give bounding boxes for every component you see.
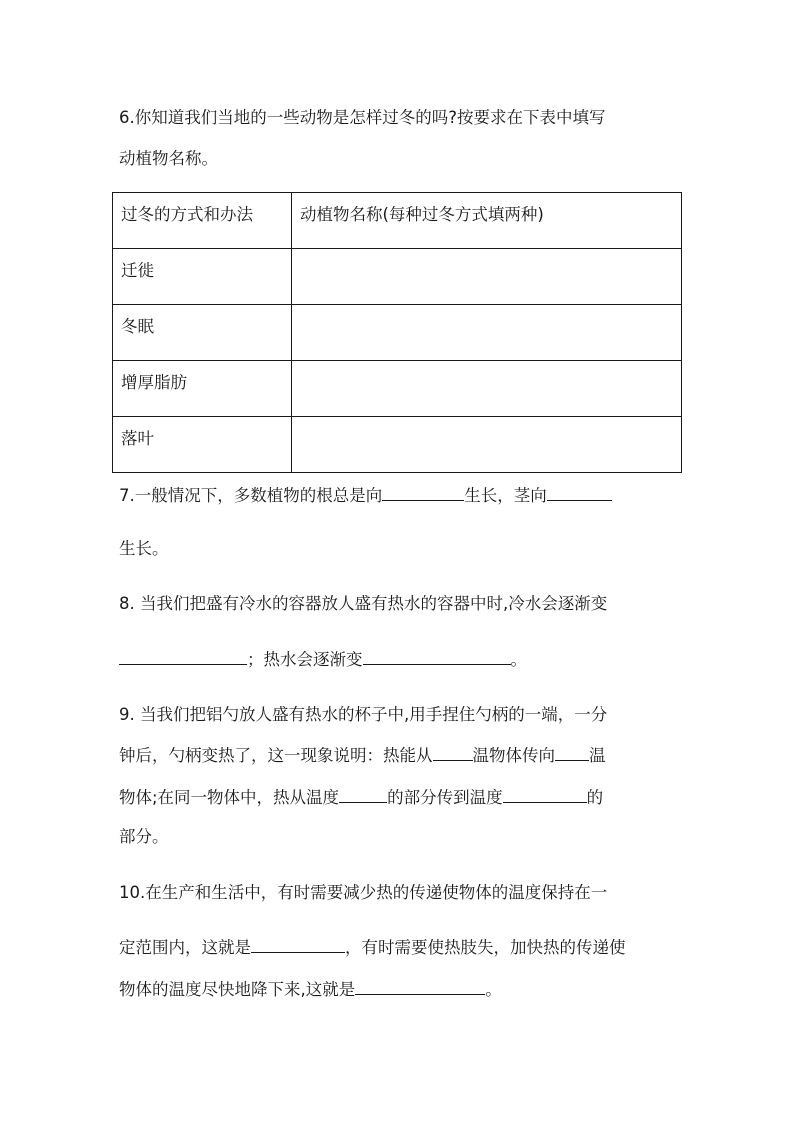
q7-line1: 7.一般情况下，多数植物的根总是向 生长，茎向 [119, 483, 612, 508]
row-answer-cell[interactable] [292, 249, 682, 305]
row-method-cell: 冬眠 [113, 305, 292, 361]
q9-line4: 部分。 [119, 827, 169, 846]
q6-prompt-line2: 动植物名称。 [119, 149, 218, 168]
header-method: 过冬的方式和办法 [113, 193, 292, 249]
q9-line3: 物体;在同一物体中，热从温度 的部分传到温度 的 [119, 785, 603, 810]
answer-blank[interactable] [251, 935, 345, 953]
row-answer-cell[interactable] [292, 305, 682, 361]
answer-blank[interactable] [503, 785, 587, 803]
q8-line2: ；热水会逐渐变 。 [119, 647, 527, 672]
answer-blank[interactable] [382, 483, 464, 501]
answer-blank[interactable] [433, 743, 473, 761]
q10-line2: 定范围内，这就是 ，有时需要使热肢失，加快热的传递使 [119, 935, 626, 960]
q9-line1: 9. 当我们把铝勺放人盛有热水的杯子中,用手捏住勺柄的一端，一分 [119, 705, 608, 724]
table-row [113, 361, 682, 417]
row-answer-cell[interactable] [292, 361, 682, 417]
table-row [113, 417, 682, 473]
answer-blank[interactable] [363, 647, 511, 665]
answer-blank[interactable] [555, 743, 589, 761]
answer-blank[interactable] [339, 785, 387, 803]
table-row [113, 249, 682, 305]
q10-line3: 物体的温度尽快地降下来,这就是 。 [119, 977, 502, 1002]
q6-prompt-line1: 6.你知道我们当地的一些动物是怎样过冬的吗?按要求在下表中填写 [119, 108, 606, 127]
answer-blank[interactable] [355, 977, 485, 995]
q7-line2: 生长。 [119, 539, 169, 558]
q10-line1: 10.在生产和生活中，有时需要减少热的传递使物体的温度保持在一 [119, 883, 608, 902]
q9-line2: 钟后，勺柄变热了，这一现象说明：热能从 温物体传向 温 [119, 743, 606, 768]
row-answer-cell[interactable] [292, 417, 682, 473]
table-header-row [113, 193, 682, 249]
table-row [113, 305, 682, 361]
q8-line1: 8. 当我们把盛有冷水的容器放人盛有热水的容器中时,冷水会逐渐变 [119, 594, 608, 613]
overwinter-table [112, 192, 682, 473]
row-method-cell: 落叶 [113, 417, 292, 473]
header-names: 动植物名称(每种过冬方式填两种) [292, 193, 682, 249]
row-method-cell: 增厚脂肪 [113, 361, 292, 417]
row-method-cell: 迁徙 [113, 249, 292, 305]
answer-blank[interactable] [119, 647, 247, 665]
answer-blank[interactable] [547, 483, 612, 501]
